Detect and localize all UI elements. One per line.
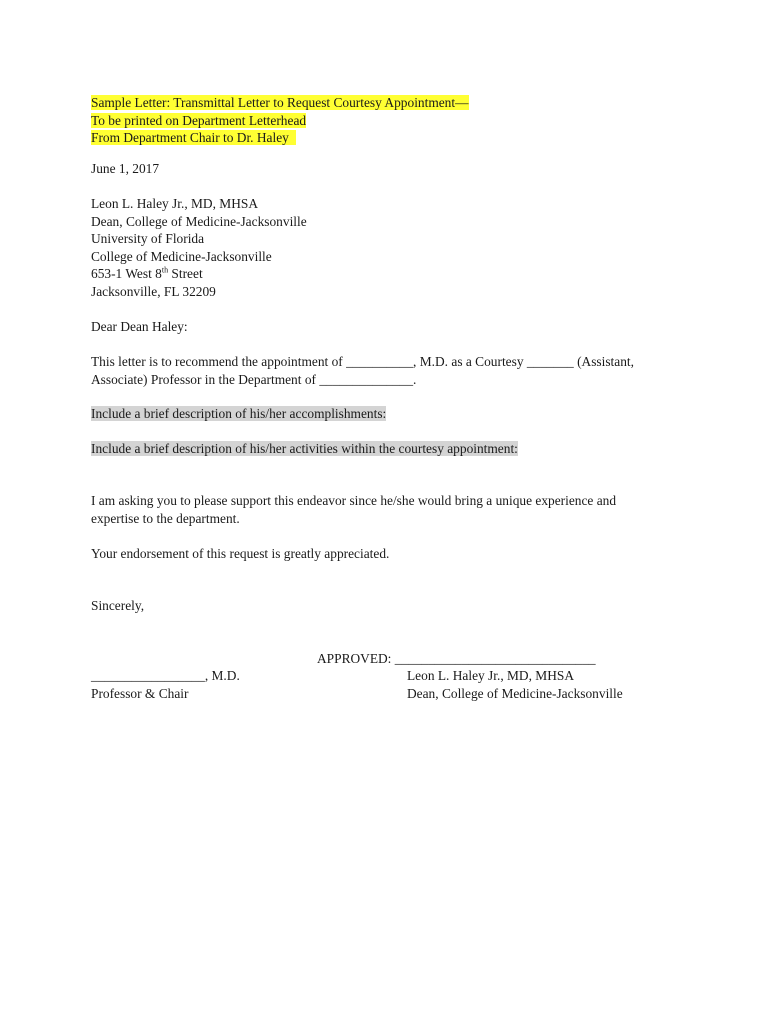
header-line-1: Sample Letter: Transmittal Letter to Request Courtesy Appointment—	[91, 95, 469, 110]
recommendation-paragraph: This letter is to recommend the appointment of __________, M.D. as a Courtesy _______ (Assistant, Associate) Professor in the Department of ______________.	[91, 354, 634, 387]
recipient-address	[91, 195, 307, 300]
chair-signature-line: _________________, M.D.	[91, 668, 240, 683]
endorsement-paragraph: Your endorsement of this request is greatly appreciated.	[91, 546, 390, 561]
header-line-2: To be printed on Department Letterhead	[91, 112, 307, 128]
letter-header-note	[91, 94, 469, 147]
chair-title: Professor & Chair	[91, 685, 189, 701]
address-line-city: Jacksonville, FL 32209	[91, 283, 216, 299]
letter-date: June 1, 2017	[91, 161, 160, 176]
dean-name: Leon L. Haley Jr., MD, MHSA	[407, 668, 574, 683]
instruction-accomplishments: Include a brief description of his/her accomplishments:	[91, 406, 387, 421]
closing: Sincerely,	[91, 598, 145, 613]
dean-title: Dean, College of Medicine-Jacksonville	[407, 685, 623, 701]
support-paragraph: I am asking you to please support this endeavor since he/she would bring a unique experience and expertise to the department.	[91, 493, 617, 526]
header-line-3: From Department Chair to Dr. Haley	[91, 130, 289, 145]
address-line-title: Dean, College of Medicine-Jacksonville	[91, 213, 307, 229]
chair-signature-block	[91, 667, 240, 702]
salutation: Dear Dean Haley:	[91, 319, 188, 334]
dean-signature-block	[407, 667, 623, 702]
address-line-college: College of Medicine-Jacksonville	[91, 248, 272, 264]
address-line-street: 653-1 West 8th Street	[91, 265, 203, 281]
approved-signature-line: APPROVED: ______________________________	[317, 651, 596, 666]
address-line-name: Leon L. Haley Jr., MD, MHSA	[91, 196, 258, 211]
instruction-activities: Include a brief description of his/her activities within the courtesy appointment:	[91, 441, 518, 456]
address-line-university: University of Florida	[91, 231, 205, 246]
